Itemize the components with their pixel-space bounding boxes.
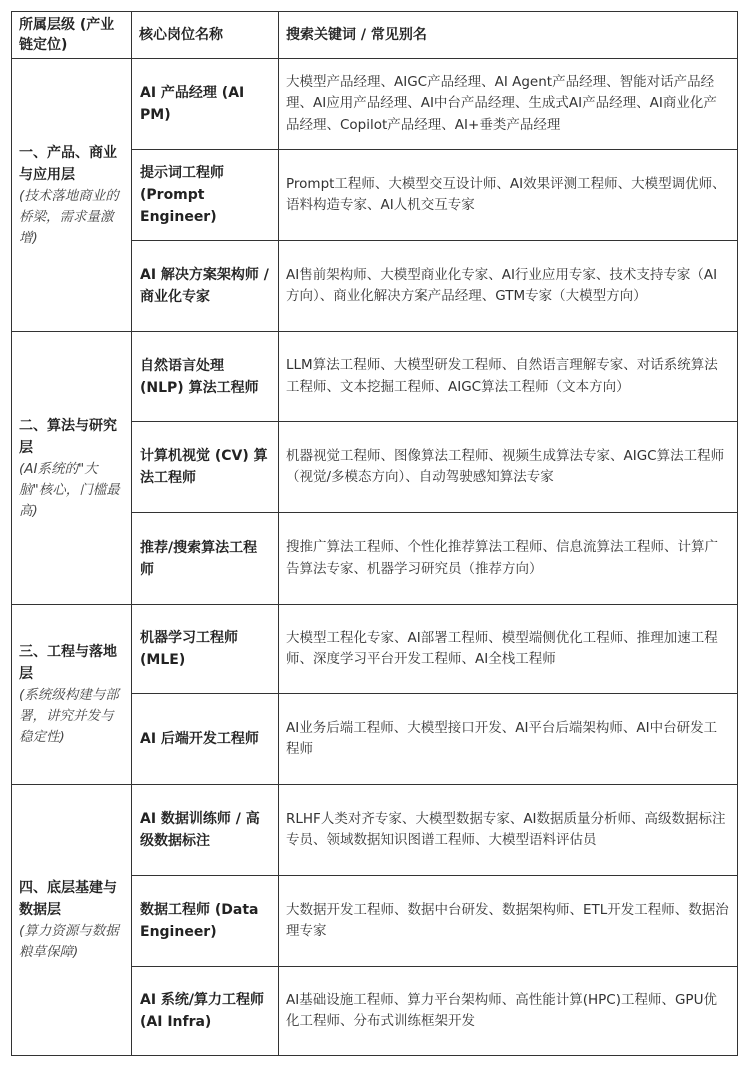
layer-cell	[12, 332, 132, 605]
role-name: AI 系统/算力工程师 (AI Infra)	[132, 967, 279, 1056]
layer-title: 三、工程与落地层	[19, 644, 117, 682]
job-taxonomy-table	[11, 11, 738, 1056]
layer-cell	[12, 785, 132, 1056]
role-keywords: 搜推广算法工程师、个性化推荐算法工程师、信息流算法工程师、计算广告算法专家、机器学习研究员（推荐方向）	[279, 513, 738, 605]
layer-title: 一、产品、商业与应用层	[19, 144, 117, 183]
table-row	[12, 785, 738, 876]
role-name: AI 产品经理 (AI PM)	[132, 59, 279, 150]
role-name: 提示词工程师 (Prompt Engineer)	[132, 150, 279, 241]
layer-title: 四、底层基建与数据层	[19, 880, 117, 918]
role-name: 推荐/搜索算法工程师	[132, 513, 279, 605]
header-keywords: 搜索关键词 / 常见别名	[279, 12, 738, 59]
layer-note: (系统级构建与部署，讲究并发与稳定性)	[19, 687, 119, 745]
role-name: 机器学习工程师 (MLE)	[132, 605, 279, 694]
role-keywords: RLHF人类对齐专家、大模型数据专家、AI数据质量分析师、高级数据标注专员、领域数据知识图谱工程师、大模型语料评估员	[279, 785, 738, 876]
role-keywords: AI售前架构师、大模型商业化专家、AI行业应用专家、技术支持专家（AI方向）、商业化解决方案产品经理、GTM专家（大模型方向）	[279, 241, 738, 332]
role-keywords: AI业务后端工程师、大模型接口开发、AI平台后端架构师、AI中台研发工程师	[279, 694, 738, 785]
role-keywords: 大数据开发工程师、数据中台研发、数据架构师、ETL开发工程师、数据治理专家	[279, 876, 738, 967]
header-layer: 所属层级 (产业链定位)	[12, 12, 132, 59]
role-name: AI 解决方案架构师 / 商业化专家	[132, 241, 279, 332]
header-role: 核心岗位名称	[132, 12, 279, 59]
header-row	[12, 12, 738, 59]
layer-cell	[12, 59, 132, 332]
role-name: 自然语言处理 (NLP) 算法工程师	[132, 332, 279, 422]
role-name: 计算机视觉 (CV) 算法工程师	[132, 422, 279, 513]
role-keywords: 大模型工程化专家、AI部署工程师、模型端侧优化工程师、推理加速工程师、深度学习平台开发工程师、AI全栈工程师	[279, 605, 738, 694]
table-row	[12, 605, 738, 694]
layer-title: 二、算法与研究层	[19, 417, 117, 456]
role-keywords: 机器视觉工程师、图像算法工程师、视频生成算法专家、AIGC算法工程师（视觉/多模态方向）、自动驾驶感知算法专家	[279, 422, 738, 513]
layer-note: (AI系统的"大脑"核心，门槛最高)	[19, 460, 120, 519]
table-row	[12, 332, 738, 422]
role-name: AI 后端开发工程师	[132, 694, 279, 785]
layer-note: (技术落地商业的桥梁，需求量激增)	[19, 187, 119, 246]
table-row	[12, 59, 738, 150]
layer-cell	[12, 605, 132, 785]
role-keywords: Prompt工程师、大模型交互设计师、AI效果评测工程师、大模型调优师、语料构造专家、AI人机交互专家	[279, 150, 738, 241]
layer-note: (算力资源与数据粮草保障)	[19, 923, 119, 960]
role-keywords: 大模型产品经理、AIGC产品经理、AI Agent产品经理、智能对话产品经理、AI应用产品经理、AI中台产品经理、生成式AI产品经理、AI商业化产品经理、Copilot产品经理、AI+垂类产品经理	[279, 59, 738, 150]
role-keywords: AI基础设施工程师、算力平台架构师、高性能计算(HPC)工程师、GPU优化工程师、分布式训练框架开发	[279, 967, 738, 1056]
role-keywords: LLM算法工程师、大模型研发工程师、自然语言理解专家、对话系统算法工程师、文本挖掘工程师、AIGC算法工程师（文本方向）	[279, 332, 738, 422]
role-name: 数据工程师 (Data Engineer)	[132, 876, 279, 967]
role-name: AI 数据训练师 / 高级数据标注	[132, 785, 279, 876]
